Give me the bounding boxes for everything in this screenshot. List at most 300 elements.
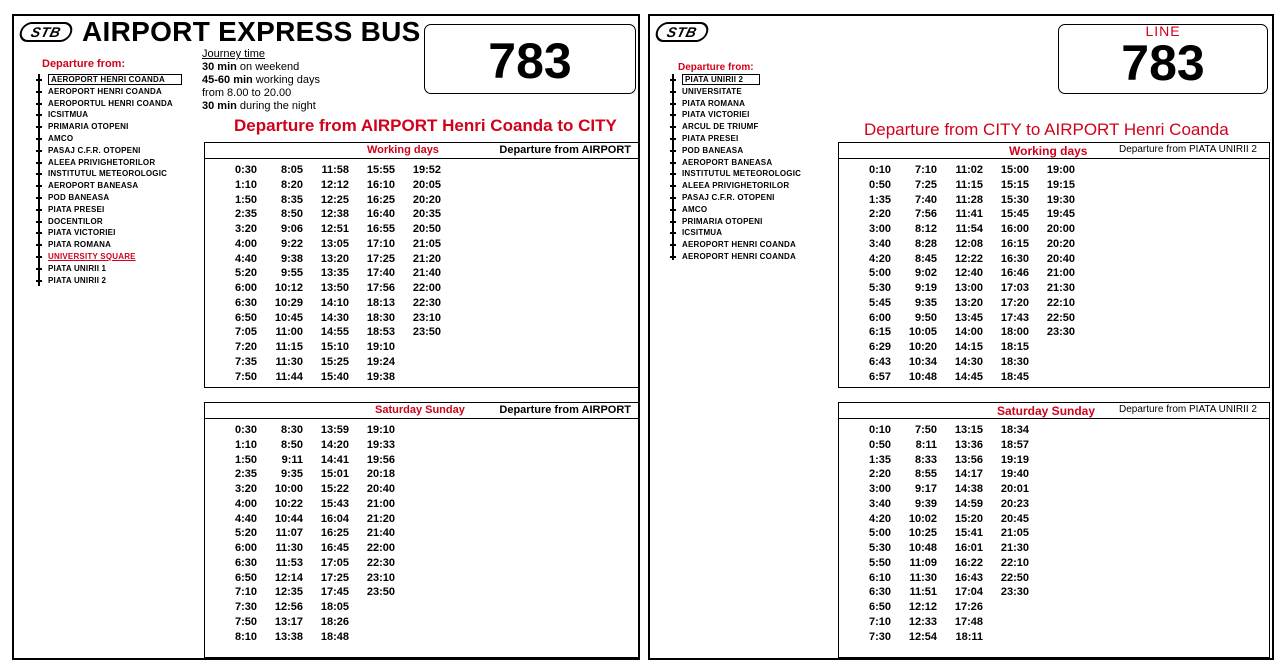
stop-marker: [36, 280, 42, 282]
stop-name: AEROPORT HENRI COANDA: [48, 74, 182, 85]
departure-time: 16:55: [366, 223, 395, 235]
departure-time: 11:15: [955, 178, 983, 191]
departure-time: 10:02: [908, 512, 937, 525]
departure-time: 11:53: [275, 556, 303, 569]
departure-time: 6:43: [868, 355, 891, 368]
departure-time: 4:00: [234, 237, 257, 250]
departure-time: 7:10: [234, 586, 257, 599]
departure-time: 11:44: [275, 370, 303, 383]
departure-time: 0:50: [868, 438, 891, 451]
departure-time: 10:34: [908, 355, 937, 368]
departure-time: 23:30: [1046, 326, 1075, 339]
departure-time: 2:35: [234, 468, 257, 481]
departure-point-label: Departure from PIATA UNIRII 2: [1118, 144, 1257, 155]
departure-time: 13:17: [274, 615, 303, 628]
departure-time: 6:50: [868, 601, 891, 613]
departure-time: 14:00: [954, 326, 983, 339]
journey-weekend: 30 min on weekend: [202, 61, 300, 73]
departure-time: 19:10: [366, 424, 395, 436]
stop-name: PIATA UNIRII 2: [48, 275, 107, 285]
departure-time: 16:46: [1000, 267, 1029, 280]
departure-time: 5:20: [234, 267, 257, 280]
departure-time: 18:26: [320, 615, 349, 628]
departure-time: 5:00: [868, 267, 891, 280]
departure-time: 14:38: [954, 483, 983, 495]
departure-time: 14:59: [954, 497, 983, 510]
departure-time: 16:04: [320, 512, 349, 525]
departure-time: 18:57: [1000, 438, 1029, 451]
stop-marker: [670, 114, 676, 116]
departure-time: 11:28: [955, 193, 983, 206]
departure-time: 8:12: [914, 223, 937, 235]
departure-time: 7:30: [234, 601, 257, 613]
stop-item: [34, 86, 182, 98]
departure-time: 10:00: [274, 483, 303, 495]
departure-time: 13:20: [954, 296, 983, 309]
stop-item: [668, 227, 801, 239]
stop-name: PASAJ C.F.R. OTOPENI: [48, 145, 141, 155]
departure-time: 21:00: [1046, 267, 1075, 280]
departure-time: 10:12: [274, 282, 303, 294]
stop-marker: [36, 221, 42, 223]
stop-name: AEROPORT HENRI COANDA: [48, 86, 162, 96]
stop-name: ALEEA PRIVIGHETORILOR: [48, 157, 156, 167]
stb-logo: STB: [18, 22, 75, 42]
stop-marker: [670, 173, 676, 175]
stop-item: [34, 98, 182, 110]
departure-time: 19:33: [366, 438, 395, 451]
times-grid: [219, 163, 451, 384]
departure-time: [359, 615, 405, 630]
departure-time: 11:00: [275, 326, 303, 339]
departure-time: 20:23: [1000, 497, 1029, 510]
day-type-label: Working days: [1009, 144, 1088, 158]
departure-time: 14:20: [320, 438, 349, 451]
departure-time: 18:11: [955, 630, 983, 643]
journey-working: 45-60 min working days: [202, 74, 321, 86]
departure-time: 8:11: [915, 438, 937, 451]
stop-marker: [670, 221, 676, 223]
stop-name: ARCUL DE TRIUMF: [682, 122, 759, 132]
departure-time: 14:30: [954, 355, 983, 368]
departure-time: 12:08: [954, 237, 983, 250]
departure-time: 11:58: [321, 164, 349, 176]
departure-time: 9:17: [914, 483, 937, 495]
stop-item: [668, 98, 801, 110]
day-type-label: Saturday Sunday: [375, 404, 465, 416]
departure-time: 19:40: [1000, 468, 1029, 481]
departure-time: 18:30: [1000, 355, 1029, 368]
departure-time: 0:50: [868, 178, 891, 191]
departure-from-label: Departure from:: [42, 58, 126, 70]
weekend-table: [838, 402, 1270, 658]
departure-time: 11:07: [275, 527, 303, 540]
departure-time: 4:40: [234, 512, 257, 525]
departure-time: 16:25: [320, 527, 349, 540]
departure-time: [405, 340, 451, 355]
stop-list: [668, 74, 801, 263]
departure-time: 12:12: [320, 178, 349, 191]
departure-time: 21:40: [412, 267, 441, 280]
departure-time: 11:41: [955, 208, 983, 221]
departure-time: 16:40: [366, 208, 395, 221]
departure-time: 10:05: [908, 326, 937, 339]
departure-time: 15:01: [320, 468, 349, 481]
stop-name: ICSITMUA: [682, 228, 723, 238]
departure-time: 7:50: [234, 615, 257, 628]
stop-name: UNIVERSITY SQUARE: [48, 251, 136, 261]
departure-time: 12:54: [908, 630, 937, 643]
departure-point-label: Departure from AIRPORT: [499, 404, 631, 416]
stop-name: PIATA PRESEI: [48, 204, 105, 214]
departure-time: 17:20: [1000, 296, 1029, 309]
stop-item: [668, 168, 801, 180]
table-header: [839, 143, 1269, 159]
departure-time: 9:22: [280, 237, 303, 250]
departure-time: 1:35: [868, 193, 891, 206]
departure-time: 13:00: [954, 282, 983, 294]
departure-time: 20:20: [412, 193, 441, 206]
departure-time: 8:10: [234, 630, 257, 643]
departure-time: 19:19: [1000, 453, 1029, 466]
departure-time: 3:20: [234, 483, 257, 495]
stop-item: [34, 157, 182, 169]
stop-marker: [36, 162, 42, 164]
departure-time: 15:25: [320, 355, 349, 368]
stop-item: [668, 251, 801, 263]
departure-time: 13:56: [954, 453, 983, 466]
departure-time: 20:40: [1046, 252, 1075, 265]
departure-time: 1:50: [234, 453, 257, 466]
departure-time: 9:39: [914, 497, 937, 510]
departure-time: 8:50: [280, 438, 303, 451]
stop-name: PIATA ROMANA: [682, 98, 746, 108]
stop-name: AEROPORT BANEASA: [48, 181, 139, 191]
departure-time: 11:30: [909, 571, 937, 584]
departure-time: 6:50: [234, 571, 257, 584]
departure-time: 15:40: [320, 370, 349, 383]
departure-time: 8:35: [280, 193, 303, 206]
departure-time: 21:05: [1000, 527, 1029, 540]
stop-name: PASAJ C.F.R. OTOPENI: [682, 192, 775, 202]
departure-time: 16:00: [1000, 223, 1029, 235]
departure-time: 13:15: [954, 424, 983, 436]
stop-marker: [670, 79, 676, 81]
departure-time: 6:50: [234, 311, 257, 324]
departure-time: 1:10: [234, 178, 257, 191]
departure-time: 10:44: [274, 512, 303, 525]
departure-time: 7:10: [868, 615, 891, 628]
stop-marker: [36, 114, 42, 116]
stop-item: [668, 121, 801, 133]
departure-time: 2:35: [234, 208, 257, 221]
departure-time: 20:05: [412, 178, 441, 191]
stop-item: [668, 204, 801, 216]
departure-time: 15:43: [320, 497, 349, 510]
departure-time: 12:56: [274, 601, 303, 613]
stop-name: PIATA VICTORIEI: [48, 228, 116, 238]
stop-name: PRIMARIA OTOPENI: [682, 216, 763, 226]
departure-time: 10:29: [274, 296, 303, 309]
stop-marker: [36, 126, 42, 128]
departure-time: 8:05: [280, 164, 303, 176]
departure-time: 17:04: [954, 586, 983, 599]
departure-time: 3:40: [868, 497, 891, 510]
departure-time: 23:10: [366, 571, 395, 584]
departure-time: 8:30: [280, 424, 303, 436]
departure-time: 0:30: [234, 164, 257, 176]
stop-item: [34, 275, 182, 287]
departure-time: 2:20: [868, 208, 891, 221]
departure-time: 1:50: [234, 193, 257, 206]
departure-time: 8:55: [914, 468, 937, 481]
departure-time: 14:10: [320, 296, 349, 309]
departure-time: [993, 600, 1039, 615]
stop-item: [34, 216, 182, 228]
departure-time: 13:20: [320, 252, 349, 265]
stop-item: [668, 133, 801, 145]
departure-time: 12:35: [274, 586, 303, 599]
departure-time: 6:29: [868, 341, 891, 353]
departure-time: 14:30: [320, 311, 349, 324]
departure-time: 16:25: [366, 193, 395, 206]
departure-time: 10:45: [274, 311, 303, 324]
departure-time: 6:00: [234, 542, 257, 554]
stop-item: [34, 121, 182, 133]
stop-marker: [36, 256, 42, 258]
departure-time: 10:20: [908, 341, 937, 353]
stop-item: [34, 239, 182, 251]
departure-time: 8:28: [914, 237, 937, 250]
departure-time: 12:12: [908, 601, 937, 613]
departure-time: 7:25: [914, 178, 937, 191]
departure-time: 22:30: [412, 296, 441, 309]
stop-marker: [36, 244, 42, 246]
departure-time: 19:30: [1046, 193, 1075, 206]
departure-time: 6:30: [868, 586, 891, 599]
stop-marker: [36, 209, 42, 211]
departure-time: 11:02: [955, 164, 983, 176]
line-number: 783: [488, 33, 572, 89]
departure-time: 15:22: [320, 483, 349, 495]
departure-time: 16:15: [1000, 237, 1029, 250]
departure-time: 10:48: [908, 542, 937, 554]
departure-time: 23:30: [1000, 586, 1029, 599]
departure-time: 5:30: [868, 282, 891, 294]
departure-time: 20:40: [366, 483, 395, 495]
departure-time: 19:00: [1046, 164, 1075, 176]
departure-time: 4:20: [868, 252, 891, 265]
departure-time: 10:22: [274, 497, 303, 510]
departure-time: 22:30: [366, 556, 395, 569]
stop-name: PIATA VICTORIEI: [682, 110, 750, 120]
stop-marker: [670, 232, 676, 234]
stop-marker: [36, 197, 42, 199]
stop-marker: [670, 126, 676, 128]
departure-time: 22:00: [366, 542, 395, 554]
departure-point-label: Departure from AIRPORT: [499, 144, 631, 156]
stop-item: [34, 251, 182, 263]
departure-time: 20:00: [1046, 223, 1075, 235]
stb-logo: STB: [654, 22, 711, 42]
stop-marker: [36, 185, 42, 187]
stop-marker: [36, 173, 42, 175]
direction-title: Departure from AIRPORT Henri Coanda to CITY: [234, 116, 617, 135]
departure-time: 20:18: [366, 468, 395, 481]
departure-time: 15:20: [954, 512, 983, 525]
departure-time: 0:10: [868, 164, 891, 176]
departure-time: 19:24: [366, 355, 395, 368]
departure-time: [993, 630, 1039, 645]
stop-item: [34, 180, 182, 192]
stop-name: ICSITMUA: [48, 110, 89, 120]
departure-time: 15:00: [1000, 164, 1029, 176]
departure-time: 18:15: [1000, 341, 1029, 353]
departure-time: 17:56: [366, 282, 395, 294]
journey-night: 30 min during the night: [202, 100, 316, 112]
departure-time: 9:06: [280, 223, 303, 235]
stop-name: DOCENTILOR: [48, 216, 103, 226]
departure-time: 19:56: [366, 453, 395, 466]
departure-time: [359, 630, 405, 645]
stop-marker: [670, 197, 676, 199]
day-type-label: Saturday Sunday: [997, 404, 1096, 418]
stop-item: [34, 263, 182, 275]
departure-time: 16:45: [320, 542, 349, 554]
stop-name: PRIMARIA OTOPENI: [48, 122, 129, 132]
departure-time: 20:45: [1000, 512, 1029, 525]
departure-time: 11:30: [275, 542, 303, 554]
departure-time: 3:20: [234, 223, 257, 235]
departure-time: 5:20: [234, 527, 257, 540]
departure-point-label: Departure from PIATA UNIRII 2: [1118, 404, 1257, 415]
departure-time: 9:35: [280, 468, 303, 481]
departure-time: 7:05: [234, 326, 257, 339]
departure-time: 6:10: [868, 571, 891, 584]
departure-time: 17:25: [366, 252, 395, 265]
departure-time: 22:10: [1046, 296, 1075, 309]
stop-item: [34, 145, 182, 157]
departure-time: 20:01: [1000, 483, 1029, 495]
departure-time: 14:41: [320, 453, 349, 466]
stop-item: [668, 86, 801, 98]
stop-marker: [36, 138, 42, 140]
departure-time: 11:54: [955, 223, 983, 235]
departure-time: 11:15: [275, 341, 303, 353]
departure-time: 14:45: [954, 370, 983, 383]
departure-time: 19:15: [1046, 178, 1075, 191]
stop-name: PIATA ROMANA: [48, 240, 112, 250]
departure-time: 8:50: [280, 208, 303, 221]
departure-time: 1:35: [868, 453, 891, 466]
departure-time: 18:13: [366, 296, 395, 309]
departure-time: 20:35: [412, 208, 441, 221]
departure-time: 18:34: [1000, 424, 1029, 436]
departure-time: 17:26: [954, 601, 983, 613]
departure-time: 11:09: [909, 556, 937, 569]
departure-time: 16:30: [1000, 252, 1029, 265]
table-header: [839, 403, 1269, 419]
departure-time: 14:17: [954, 468, 983, 481]
departure-time: [1039, 340, 1085, 355]
departure-time: 21:05: [412, 237, 441, 250]
departure-time: 18:00: [1000, 326, 1029, 339]
departure-time: 19:38: [366, 370, 395, 383]
departure-time: 13:38: [274, 630, 303, 643]
departure-time: 9:55: [280, 267, 303, 280]
line-label: LINE: [1145, 23, 1181, 39]
departure-time: 17:05: [320, 556, 349, 569]
journey-time-label: Journey time: [202, 48, 265, 60]
stop-marker: [670, 162, 676, 164]
table-header: [205, 143, 639, 159]
departure-time: 12:51: [320, 223, 349, 235]
stop-item: [34, 227, 182, 239]
stop-marker: [670, 150, 676, 152]
departure-time: 21:40: [366, 527, 395, 540]
stop-name: AMCO: [48, 133, 74, 143]
stop-item: [34, 192, 182, 204]
departure-time: 5:45: [868, 296, 891, 309]
stop-marker: [36, 268, 42, 270]
departure-time: [993, 615, 1039, 630]
departure-time: 5:00: [868, 527, 891, 540]
stop-name: INSTITUTUL METEOROLOGIC: [48, 169, 168, 179]
departure-time: [1039, 370, 1085, 385]
departure-time: 7:40: [914, 193, 937, 206]
stop-name: PIATA UNIRII 2: [682, 74, 760, 85]
departure-time: 18:48: [320, 630, 349, 643]
times-grid: [219, 423, 451, 644]
table-header: [205, 403, 639, 419]
departure-time: 8:33: [914, 453, 937, 466]
departure-time: 15:55: [366, 164, 395, 176]
departure-time: 7:56: [914, 208, 937, 221]
departure-time: 18:30: [366, 311, 395, 324]
times-grid: [853, 163, 1085, 384]
working-days-table: [204, 142, 640, 388]
stop-item: [668, 109, 801, 121]
stop-marker: [670, 103, 676, 105]
departure-time: 0:10: [868, 424, 891, 436]
stop-item: [34, 74, 182, 86]
stop-marker: [670, 185, 676, 187]
journey-hours: from 8.00 to 20.00: [202, 87, 292, 99]
departure-time: 18:53: [366, 326, 395, 339]
departure-time: 12:38: [320, 208, 349, 221]
stop-item: [668, 145, 801, 157]
departure-time: 22:00: [412, 282, 441, 294]
departure-time: [405, 355, 451, 370]
departure-time: 1:10: [234, 438, 257, 451]
departure-time: 20:20: [1046, 237, 1075, 250]
departure-time: 7:50: [234, 370, 257, 383]
departure-time: 18:05: [320, 601, 349, 613]
departure-time: 22:10: [1000, 556, 1029, 569]
stop-marker: [36, 91, 42, 93]
departure-time: 21:20: [366, 512, 395, 525]
departure-time: 15:45: [1000, 208, 1029, 221]
stop-item: [668, 74, 801, 86]
journey-time-info: [202, 48, 320, 113]
departure-time: 15:10: [320, 341, 349, 353]
departure-time: 13:05: [320, 237, 349, 250]
departure-time: 14:15: [954, 341, 983, 353]
stop-item: [668, 216, 801, 228]
departure-time: 7:30: [868, 630, 891, 643]
departure-time: 3:40: [868, 237, 891, 250]
departure-time: 9:50: [914, 311, 937, 324]
